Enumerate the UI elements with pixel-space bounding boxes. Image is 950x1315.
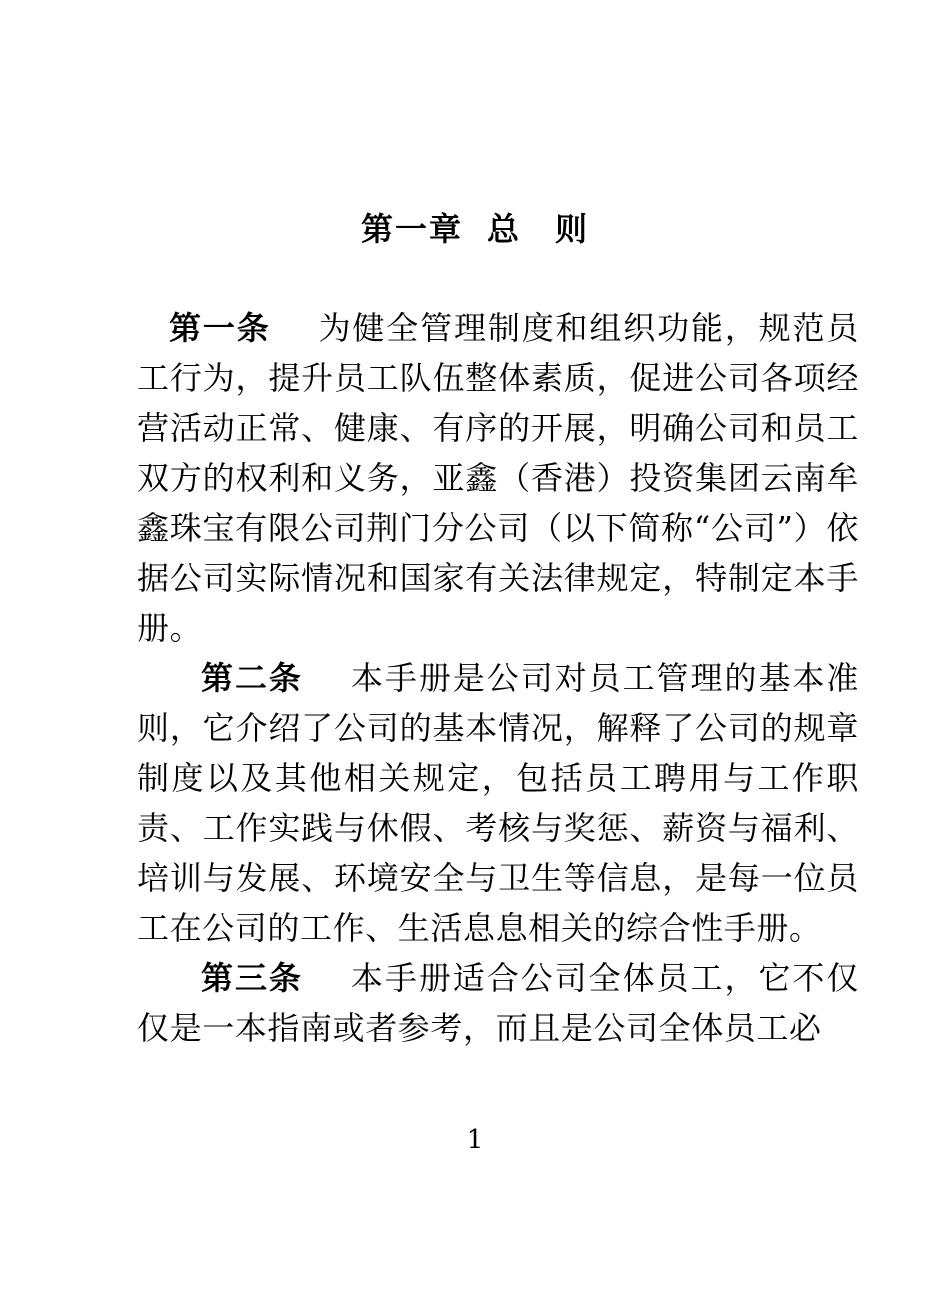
chapter-heading [0,205,950,253]
article-text: 本手册适合公司全体员工，它不仅仅是一本指南或者参考，而且是公司全体员工必 [137,959,859,1047]
chapter-title: 总 则 [487,210,590,248]
article-label: 第二条 [201,659,303,697]
article-text: 本手册是公司对员工管理的基本准则，它介绍了公司的基本情况，解释了公司的规章制度以及其他相关规定，包括员工聘用与工作职责、工作实践与休假、考核与奖惩、薪资与福利、培训与发展、环境安全与卫生等信息，是每一位员工在公司的工作、生活息息相关的综合性手册。 [137,659,859,947]
article-3 [137,953,859,1053]
article-2 [137,653,859,953]
document-body [137,303,859,1053]
article-text: 为健全管理制度和组织功能，规范员工行为，提升员工队伍整体素质，促进公司各项经营活动正常、健康、有序的开展，明确公司和员工双方的权利和义务，亚鑫（香港）投资集团云南牟鑫珠宝有限公司荆门分公司（以下简称“公司”）依据公司实际情况和国家有关法律规定，特制定本手册。 [137,309,859,647]
article-label: 第三条 [201,959,303,997]
page-number: 1 [466,1125,484,1155]
article-1 [137,303,859,653]
article-label: 第一条 [169,309,271,347]
chapter-number: 第一章 [360,210,463,248]
